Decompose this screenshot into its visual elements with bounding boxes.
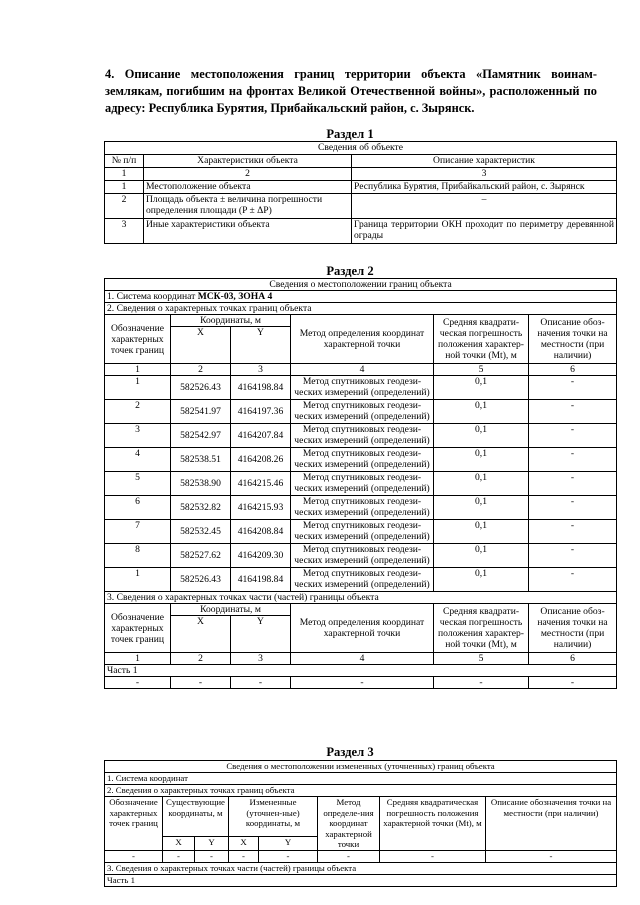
section2-title: Раздел 2 (326, 264, 374, 278)
points-label: 2. Сведения о характерных точках границ объекта (105, 785, 617, 797)
row-number: 2 (105, 194, 144, 219)
error-value: 0,1 (434, 496, 529, 520)
desc-value: - (529, 472, 617, 496)
row-cell: - (105, 850, 163, 862)
section1-colnum: 1 (105, 168, 144, 181)
coord-x: 582541.97 (171, 400, 231, 424)
method-cell: Метод спутниковых геодези-ческих измерений (определений) (291, 448, 434, 472)
desc-value: - (529, 544, 617, 568)
table-row (105, 424, 617, 448)
header-y: Y (259, 836, 318, 850)
section1-header-name: Характеристики объекта (144, 155, 352, 168)
error-value: 0,1 (434, 544, 529, 568)
point-id: 5 (105, 472, 171, 496)
header-x: X (163, 836, 195, 850)
section1-colnum: 2 (144, 168, 352, 181)
coord-x: 582532.45 (171, 520, 231, 544)
characteristic-name: Местоположение объекта (144, 181, 352, 194)
parts-label: 3. Сведения о характерных точках части (частей) границы объекта (105, 862, 617, 874)
header-x: X (229, 836, 259, 850)
header-point: Обозначение характерных точек границ (105, 604, 171, 653)
table-row (105, 520, 617, 544)
header-x: X (171, 327, 231, 364)
colnum: 3 (231, 364, 291, 376)
colnum: 6 (529, 364, 617, 376)
table-row (105, 376, 617, 400)
row-number: 3 (105, 219, 144, 244)
desc-value: - (529, 496, 617, 520)
table-row (105, 219, 617, 244)
method-cell: Метод спутниковых геодези-ческих измерений (определений) (291, 520, 434, 544)
colnum: 1 (105, 364, 171, 376)
row-cell: - (259, 850, 318, 862)
part-cell: - (171, 677, 231, 689)
header-desc: Описание обоз-начения точки на местности (при наличии) (529, 315, 617, 364)
colnum: 5 (434, 364, 529, 376)
colnum: 2 (171, 653, 231, 665)
row-cell: - (163, 850, 195, 862)
point-id: 2 (105, 400, 171, 424)
section3-table (104, 760, 617, 887)
characteristic-desc: Республика Бурятия, Прибайкальский район, с. Зырянск (352, 181, 617, 194)
colnum: 4 (291, 653, 434, 665)
header-y: Y (231, 616, 291, 653)
coord-x: 582526.43 (171, 568, 231, 592)
header-existing: Существующие координаты, м (163, 797, 229, 837)
part-label: Часть 1 (105, 665, 617, 677)
coord-y: 4164198.84 (231, 376, 291, 400)
point-id: 6 (105, 496, 171, 520)
desc-value: - (529, 376, 617, 400)
table-row (105, 181, 617, 194)
coord-x: 582532.82 (171, 496, 231, 520)
colnum: 3 (231, 653, 291, 665)
part-cell: - (291, 677, 434, 689)
table-row (105, 472, 617, 496)
table-row (105, 568, 617, 592)
desc-value: - (529, 448, 617, 472)
table-row (105, 400, 617, 424)
header-y: Y (195, 836, 229, 850)
row-cell: - (486, 850, 617, 862)
header-method: Метод определе-ния координат характерной точки (318, 797, 380, 851)
header-point: Обозначение характерных точек границ (105, 797, 163, 851)
colnum: 6 (529, 653, 617, 665)
header-y: Y (231, 327, 291, 364)
desc-value: - (529, 520, 617, 544)
characteristic-name: Площадь объекта ± величина погрешности определения площади (P ± ΔP) (144, 194, 352, 219)
coord-x: 582527.62 (171, 544, 231, 568)
error-value: 0,1 (434, 424, 529, 448)
header-coords: Координаты, м (171, 315, 291, 327)
part-cell: - (529, 677, 617, 689)
coordinate-system-value: МСК-03, ЗОНА 4 (197, 291, 273, 302)
error-value: 0,1 (434, 400, 529, 424)
row-cell: - (195, 850, 229, 862)
part-cell: - (105, 677, 171, 689)
error-value: 0,1 (434, 520, 529, 544)
header-error: Средняя квадрати-ческая погрешность положения характер-ной точки (Mt), м (434, 604, 529, 653)
error-value: 0,1 (434, 376, 529, 400)
table-row (105, 677, 617, 689)
coord-y: 4164215.93 (231, 496, 291, 520)
characteristic-desc: – (352, 194, 617, 219)
method-cell: Метод спутниковых геодези-ческих измерений (определений) (291, 376, 434, 400)
header-error: Средняя квадратическая погрешность положения характерной точки (Mt), м (380, 797, 486, 851)
header-error: Средняя квадрати-ческая погрешность положения характер-ной точки (Mt), м (434, 315, 529, 364)
error-value: 0,1 (434, 568, 529, 592)
section1-table-title: Сведения об объекте (105, 142, 617, 155)
error-value: 0,1 (434, 448, 529, 472)
desc-value: - (529, 568, 617, 592)
section1-colnum: 3 (352, 168, 617, 181)
coord-y: 4164207.84 (231, 424, 291, 448)
table-row (105, 194, 617, 219)
characteristic-name: Иные характеристики объекта (144, 219, 352, 244)
table-row (105, 544, 617, 568)
coordinate-system-label: 1. Система координат (107, 291, 198, 302)
header-method: Метод определения координат характерной точки (291, 315, 434, 364)
method-cell: Метод спутниковых геодези-ческих измерений (определений) (291, 472, 434, 496)
point-id: 8 (105, 544, 171, 568)
coord-y: 4164208.84 (231, 520, 291, 544)
header-changed: Измененные (уточнен-ные) координаты, м (229, 797, 318, 837)
coord-y: 4164215.46 (231, 472, 291, 496)
method-cell: Метод спутниковых геодези-ческих измерений (определений) (291, 496, 434, 520)
parts-label: 3. Сведения о характерных точках части (частей) границы объекта (105, 592, 617, 604)
method-cell: Метод спутниковых геодези-ческих измерений (определений) (291, 400, 434, 424)
coordinate-system-row (105, 291, 617, 303)
desc-value: - (529, 400, 617, 424)
part-cell: - (231, 677, 291, 689)
coord-y: 4164208.26 (231, 448, 291, 472)
part-cell: - (434, 677, 529, 689)
coord-y: 4164198.84 (231, 568, 291, 592)
header-desc: Описание обозначения точки на местности (при наличии) (486, 797, 617, 851)
row-number: 1 (105, 181, 144, 194)
colnum: 1 (105, 653, 171, 665)
coord-x: 582542.97 (171, 424, 231, 448)
desc-value: - (529, 424, 617, 448)
section1-header-num: № п/п (105, 155, 144, 168)
coord-y: 4164209.30 (231, 544, 291, 568)
coord-x: 582526.43 (171, 376, 231, 400)
document-heading: 4. Описание местоположения границ территории объекта «Памятник воинам-землякам, погибшим на фронтах Великой Отечественной войны», расположенный по адресу: Республика Бурятия, Прибайкальский район, с. Зырянск. (105, 67, 597, 115)
point-id: 7 (105, 520, 171, 544)
method-cell: Метод спутниковых геодези-ческих измерений (определений) (291, 568, 434, 592)
point-id: 1 (105, 568, 171, 592)
section2-table-title: Сведения о местоположении границ объекта (105, 279, 617, 291)
section1-table (104, 141, 617, 244)
point-id: 4 (105, 448, 171, 472)
coord-y: 4164197.36 (231, 400, 291, 424)
section3-table-title: Сведения о местоположении измененных (уточненных) границ объекта (105, 761, 617, 773)
method-cell: Метод спутниковых геодези-ческих измерений (определений) (291, 544, 434, 568)
section1-header-desc: Описание характеристик (352, 155, 617, 168)
point-id: 3 (105, 424, 171, 448)
coord-x: 582538.90 (171, 472, 231, 496)
header-x: X (171, 616, 231, 653)
table-row (105, 850, 617, 862)
colnum: 5 (434, 653, 529, 665)
row-cell: - (380, 850, 486, 862)
header-coords: Координаты, м (171, 604, 291, 616)
colnum: 4 (291, 364, 434, 376)
points-label: 2. Сведения о характерных точках границ объекта (105, 303, 617, 315)
header-point: Обозначение характерных точек границ (105, 315, 171, 364)
section3-title: Раздел 3 (326, 745, 374, 759)
colnum: 2 (171, 364, 231, 376)
characteristic-desc: Граница территории ОКН проходит по периметру деревянной ограды (352, 219, 617, 244)
row-cell: - (318, 850, 380, 862)
error-value: 0,1 (434, 472, 529, 496)
row-cell: - (229, 850, 259, 862)
coordinate-system-label: 1. Система координат (105, 773, 617, 785)
table-row (105, 496, 617, 520)
section1-title: Раздел 1 (326, 127, 374, 141)
coord-x: 582538.51 (171, 448, 231, 472)
part-label: Часть 1 (105, 874, 617, 886)
method-cell: Метод спутниковых геодези-ческих измерений (определений) (291, 424, 434, 448)
header-desc: Описание обоз-начения точки на местности (при наличии) (529, 604, 617, 653)
point-id: 1 (105, 376, 171, 400)
header-method: Метод определения координат характерной точки (291, 604, 434, 653)
table-row (105, 448, 617, 472)
section2-table (104, 278, 617, 689)
